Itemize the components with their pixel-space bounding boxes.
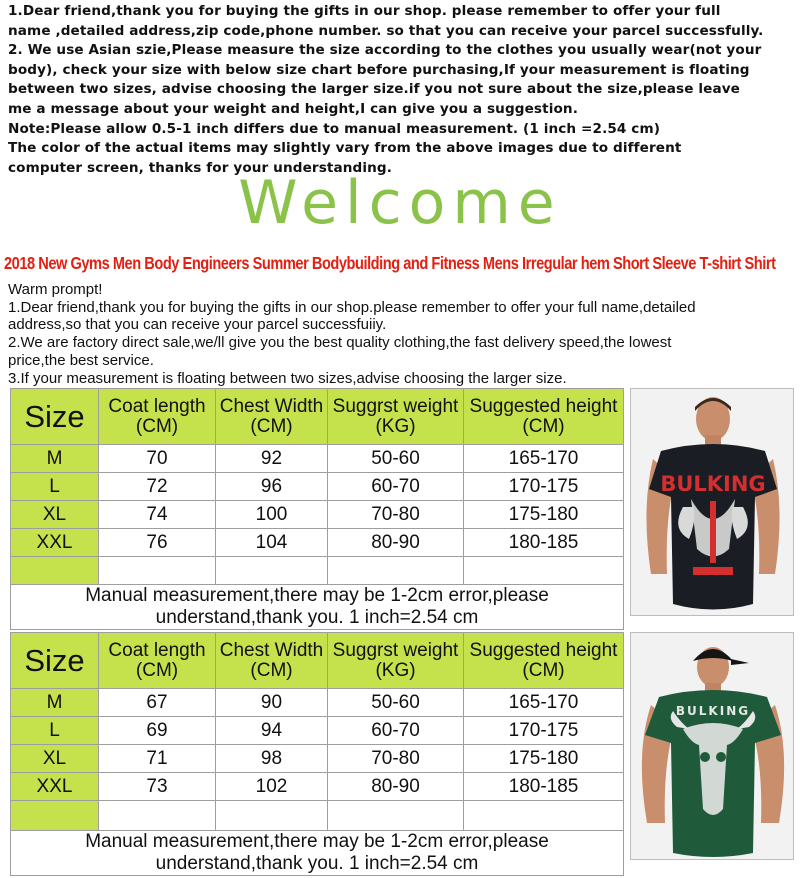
measurement-note: Manual measurement,there may be 1-2cm error,please understand,thank you. 1 inch=2.54 cm (11, 585, 624, 630)
size-cell: L (11, 473, 99, 501)
size-cell: XXL (11, 773, 99, 801)
empty-cell (464, 557, 624, 585)
chest-width-cell: 98 (216, 745, 328, 773)
table-row (11, 529, 624, 557)
weight-cell: 60-70 (328, 717, 464, 745)
product-title: 2018 New Gyms Men Body Engineers Summer Bodybuilding and Fitness Mens Irregular hem Short Sleeve T-shirt Shirt (4, 253, 776, 273)
notice-line: Note:Please allow 0.5-1 inch differs due to manual measurement. (1 inch =2.54 cm) (8, 120, 661, 137)
weight-cell: 70-80 (328, 501, 464, 529)
coat-length-header: Coat length (CM) (99, 633, 216, 689)
weight-cell: 80-90 (328, 529, 464, 557)
size-cell: XL (11, 745, 99, 773)
bulking-print-text: BULKING (675, 704, 751, 718)
notice-line: me a message about your weight and height,I can give you a suggestion. (8, 100, 578, 117)
prompt-line: Warm prompt! (8, 281, 103, 298)
notice-line: 1.Dear friend,thank you for buying the gifts in our shop. please remember to offer your full (8, 3, 721, 19)
size-cell: XL (11, 501, 99, 529)
empty-cell (464, 801, 624, 831)
notice-line: computer screen, thanks for your understanding. (8, 159, 392, 176)
size-header: Size (11, 389, 99, 445)
warm-prompt (8, 281, 798, 387)
weight-cell: 80-90 (328, 773, 464, 801)
size-table (10, 632, 624, 876)
prompt-line: address,so that you can receive your parcel successfuiiy. (8, 316, 387, 334)
height-cell: 180-185 (464, 529, 624, 557)
height-header: Suggested height (CM) (464, 633, 624, 689)
weight-cell: 50-60 (328, 445, 464, 473)
table-row (11, 717, 624, 745)
empty-cell (328, 801, 464, 831)
notice-text (8, 2, 798, 178)
coat-length-cell: 73 (99, 773, 216, 801)
weight-cell: 50-60 (328, 689, 464, 717)
prompt-line: 3.If your measurement is floating between two sizes,advise choosing the larger size. (8, 369, 567, 387)
chest-width-cell: 96 (216, 473, 328, 501)
chest-width-cell: 100 (216, 501, 328, 529)
coat-length-cell: 67 (99, 689, 216, 717)
table-row (11, 773, 624, 801)
coat-length-cell: 76 (99, 529, 216, 557)
prompt-line: price,the best service. (8, 351, 154, 369)
size-chart-black-shirt (10, 388, 800, 628)
coat-length-cell: 72 (99, 473, 216, 501)
weight-cell: 70-80 (328, 745, 464, 773)
bulking-print-text: BULKING (660, 472, 766, 496)
table-row (11, 445, 624, 473)
notice-line: between two sizes, advise choosing the larger size.if you not sure about the size,please leave (8, 81, 740, 98)
empty-cell (328, 557, 464, 585)
table-row (11, 745, 624, 773)
product-photo-green-shirt (630, 632, 794, 860)
notice-line: body), check your size with below size chart before purchasing,If your measurement is floating (8, 61, 750, 78)
height-cell: 170-175 (464, 473, 624, 501)
size-cell: XXL (11, 529, 99, 557)
chest-width-cell: 104 (216, 529, 328, 557)
prompt-line: 1.Dear friend,thank you for buying the gifts in our shop.please remember to offer your full name,detailed (8, 298, 696, 316)
weight-header: Suggrst weight (KG) (328, 389, 464, 445)
height-cell: 175-180 (464, 501, 624, 529)
height-cell: 165-170 (464, 445, 624, 473)
coat-length-cell: 69 (99, 717, 216, 745)
chest-width-cell: 90 (216, 689, 328, 717)
chest-width-cell: 92 (216, 445, 328, 473)
chest-width-cell: 102 (216, 773, 328, 801)
chest-width-header: Chest Width (CM) (216, 633, 328, 689)
chest-width-cell: 94 (216, 717, 328, 745)
size-table (10, 388, 624, 630)
notice-line: 2. We use Asian szie,Please measure the size according to the clothes you usually wear(not your (8, 42, 762, 59)
coat-length-header: Coat length (CM) (99, 389, 216, 445)
size-cell: M (11, 445, 99, 473)
chest-width-header: Chest Width (CM) (216, 389, 328, 445)
height-cell: 170-175 (464, 717, 624, 745)
table-row (11, 501, 624, 529)
size-header: Size (11, 633, 99, 689)
coat-length-cell: 71 (99, 745, 216, 773)
size-cell: M (11, 689, 99, 717)
table-row (11, 689, 624, 717)
empty-cell (99, 801, 216, 831)
size-chart-green-shirt (10, 632, 800, 872)
height-cell: 165-170 (464, 689, 624, 717)
prompt-line: 2.We are factory direct sale,we/ll give you the best quality clothing,the fast delivery speed,the lowest (8, 334, 672, 352)
notice-line: The color of the actual items may slightly vary from the above images due to different (8, 140, 682, 157)
empty-cell (99, 557, 216, 585)
height-cell: 175-180 (464, 745, 624, 773)
empty-cell (11, 801, 99, 831)
notice-line: name ,detailed address,zip code,phone number. so that you can receive your parcel successfully. (8, 22, 764, 39)
size-cell: L (11, 717, 99, 745)
product-photo-black-shirt (630, 388, 794, 616)
empty-cell (11, 557, 99, 585)
table-row (11, 473, 624, 501)
measurement-note: Manual measurement,there may be 1-2cm error,please understand,thank you. 1 inch=2.54 cm (11, 831, 624, 876)
empty-cell (216, 557, 328, 585)
height-header: Suggested height (CM) (464, 389, 624, 445)
weight-cell: 60-70 (328, 473, 464, 501)
coat-length-cell: 74 (99, 501, 216, 529)
empty-cell (216, 801, 328, 831)
coat-length-cell: 70 (99, 445, 216, 473)
table-row-empty (11, 557, 624, 585)
table-row-empty (11, 801, 624, 831)
height-cell: 180-185 (464, 773, 624, 801)
weight-header: Suggrst weight (KG) (328, 633, 464, 689)
welcome-heading: Welcome (238, 168, 562, 238)
